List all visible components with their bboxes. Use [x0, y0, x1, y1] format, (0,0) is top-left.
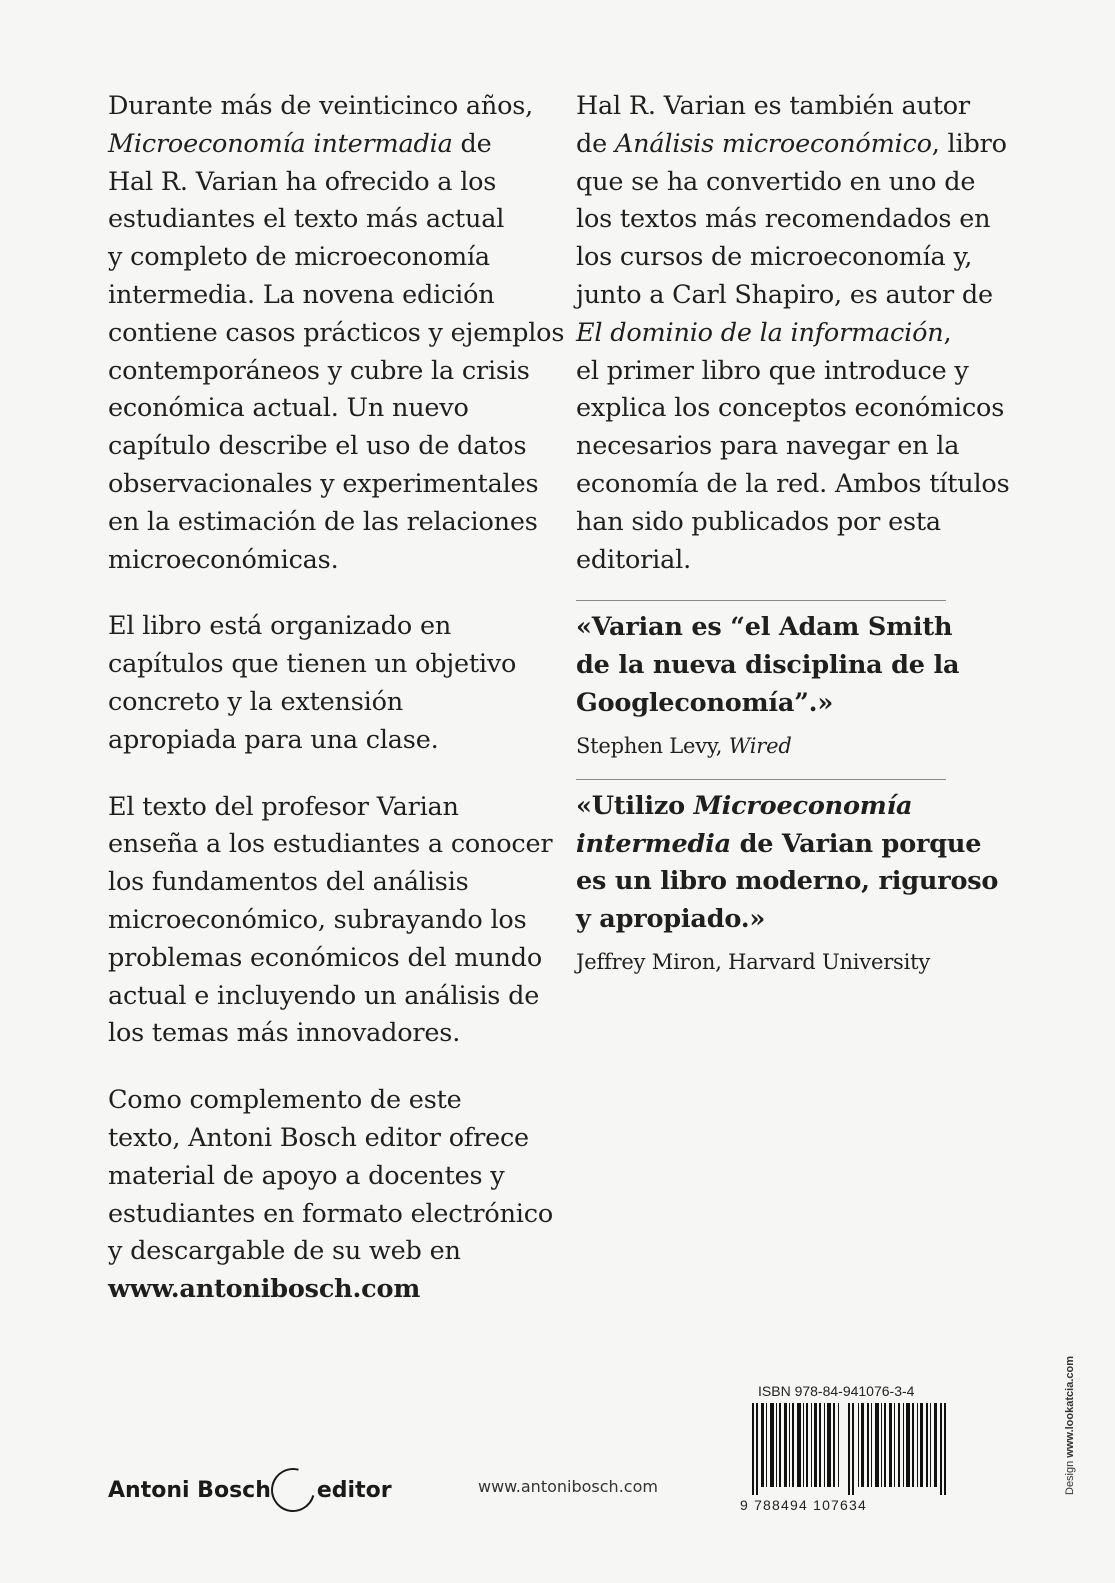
text-line: microeconómico, subrayando los	[108, 904, 527, 935]
text-line: y descargable de su web en	[108, 1236, 461, 1267]
text-line: necesarios para navegar en la	[576, 431, 960, 462]
right-column	[576, 88, 1010, 991]
barcode-icon	[752, 1403, 952, 1495]
text-line: contemporáneos y cubre la crisis	[108, 355, 530, 386]
text-line: los fundamentos del análisis	[108, 867, 469, 898]
text-line: El texto del profesor Varian	[108, 791, 459, 822]
book-title: intermedia	[576, 828, 731, 859]
text-line: apropiada para una clase.	[108, 724, 439, 755]
text-line: economía de la red. Ambos títulos	[576, 468, 1010, 499]
text-line: Durante más de veinticinco años,	[108, 91, 534, 121]
text-fragment: de	[460, 128, 492, 159]
text-line: explica los conceptos económicos	[576, 393, 1005, 424]
book-title: Microeconomía	[693, 790, 913, 821]
text-line: Como complemento de este	[108, 1085, 462, 1116]
text-line: problemas económicos del mundo	[108, 942, 543, 973]
quote-line: de la nueva disciplina de la	[576, 650, 960, 681]
quote-block	[576, 609, 976, 722]
text-line: Hal R. Varian ha ofrecido a los	[108, 166, 497, 197]
text-line: microeconómicas.	[108, 544, 339, 575]
text-line: han sido publicados por esta	[576, 506, 941, 537]
supplement-paragraph	[108, 1082, 553, 1309]
text-line: que se ha convertido en uno de	[576, 166, 976, 197]
text-fragment: , libro	[931, 128, 1007, 159]
book-title: Microeconomía intermadia	[108, 128, 453, 159]
quote-line: y apropiado.»	[576, 904, 766, 935]
publisher-suffix: editor	[316, 1477, 392, 1503]
quote-line	[576, 826, 982, 864]
quote-attribution: Jeffrey Miron, Harvard University	[576, 949, 931, 974]
text-line: los temas más innovadores.	[108, 1018, 461, 1049]
quote-line	[576, 788, 976, 826]
text-line: económica actual. Un nuevo	[108, 393, 469, 424]
text-line: en la estimación de las relaciones	[108, 506, 538, 537]
left-column	[108, 88, 565, 1338]
attribution-source: Wired	[728, 733, 792, 758]
isbn-label: ISBN 978-84-941076-3-4	[758, 1383, 915, 1399]
text-fragment: «Utilizo	[576, 790, 694, 821]
text-line	[576, 126, 1007, 164]
text-line: intermedia. La novena edición	[108, 279, 495, 310]
text-line: capítulo describe el uso de datos	[108, 431, 527, 462]
text-line: enseña a los estudiantes a conocer	[108, 829, 553, 860]
text-line: y completo de microeconomía	[108, 242, 490, 273]
text-line: contiene casos prácticos y ejemplos	[108, 317, 565, 348]
text-fragment: de Varian porque	[730, 828, 982, 859]
text-fragment: ,	[943, 317, 952, 348]
footer-url[interactable]: www.antonibosch.com	[478, 1477, 658, 1496]
text-line: junto a Carl Shapiro, es autor de	[576, 279, 993, 310]
quote-line: es un libro moderno, riguroso	[576, 866, 999, 897]
book-title: El dominio de la información	[576, 317, 944, 348]
publisher-logo	[108, 1468, 392, 1512]
intro-paragraph	[108, 88, 565, 579]
quote-line: Googleconomía”.»	[576, 687, 834, 718]
text-line: estudiantes en formato electrónico	[108, 1198, 553, 1229]
text-line: editorial.	[576, 544, 691, 575]
text-line: los textos más recomendados en	[576, 204, 991, 235]
book-title: Análisis microeconómico	[614, 128, 932, 159]
design-url: www.lookatcia.com	[1064, 1356, 1076, 1458]
text-line: Hal R. Varian es también autor	[576, 91, 970, 121]
text-line: observacionales y experimentales	[108, 468, 539, 499]
text-line: actual e incluyendo un análisis de	[108, 980, 540, 1011]
text-line: los cursos de microeconomía y,	[576, 242, 973, 273]
text-line: capítulos que tienen un objetivo	[108, 649, 517, 680]
text-line: texto, Antoni Bosch editor ofrece	[108, 1122, 529, 1153]
quote-line: «Varian es “el Adam Smith	[576, 612, 953, 643]
barcode-digits: 9 788494 107634	[740, 1497, 867, 1513]
website-link[interactable]: www.antonibosch.com	[108, 1274, 421, 1305]
organization-paragraph	[108, 608, 528, 759]
content-paragraph	[108, 789, 553, 1054]
quote-block	[576, 788, 999, 939]
attribution-author: Stephen Levy,	[576, 733, 729, 758]
text-line: estudiantes el texto más actual	[108, 204, 505, 235]
text-line: El libro está organizado en	[108, 611, 452, 642]
publisher-name: Antoni Bosch	[108, 1477, 271, 1503]
design-label: Design	[1064, 1460, 1076, 1495]
text-line: el primer libro que introduce y	[576, 355, 969, 386]
text-fragment: de	[576, 128, 608, 159]
quote-attribution	[576, 731, 976, 761]
divider	[576, 779, 946, 780]
logo-ring-icon	[263, 1460, 323, 1520]
text-line	[108, 126, 528, 164]
text-line	[576, 315, 976, 353]
author-bio-paragraph	[576, 88, 1010, 579]
text-line: material de apoyo a docentes y	[108, 1160, 505, 1191]
divider	[576, 600, 946, 601]
design-credit	[1064, 1356, 1076, 1495]
text-line: concreto y la extensión	[108, 686, 403, 717]
